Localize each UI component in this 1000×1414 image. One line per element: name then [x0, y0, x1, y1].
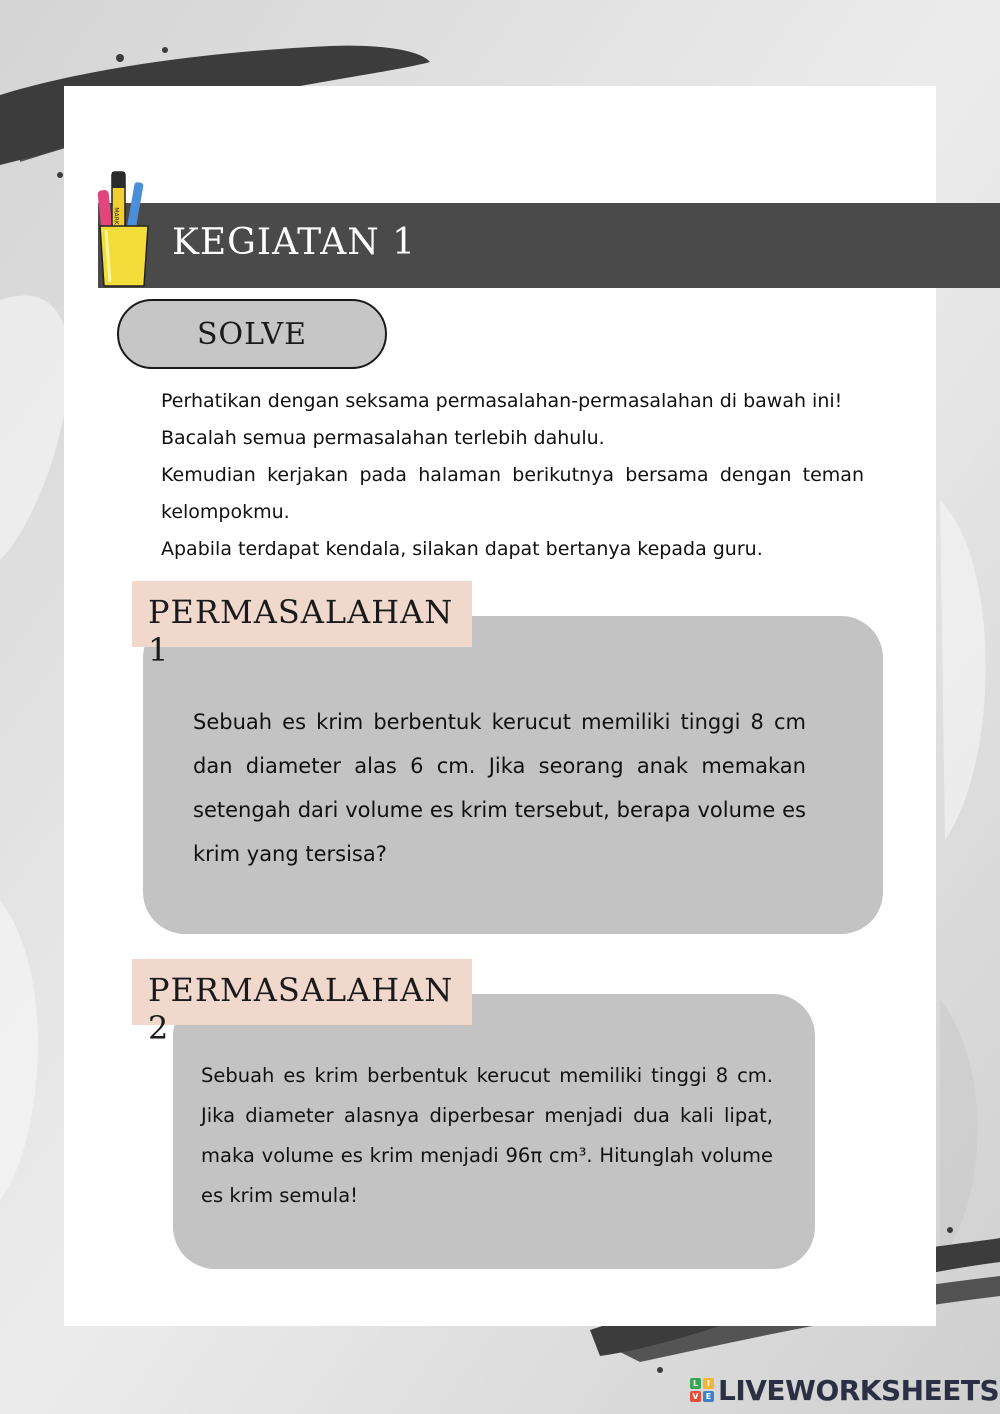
page-title: KEGIATAN 1 [172, 222, 417, 263]
instruction-line: Bacalah semua permasalahan terlebih dahulu. [161, 427, 605, 449]
solve-badge [117, 299, 387, 369]
pencil-cup-icon [96, 168, 156, 290]
problem-2-tag [132, 959, 472, 1047]
instruction-line: Perhatikan dengan seksama permasalahan-permasalahan di bawah ini! [161, 390, 843, 412]
problem-1-title: PERMASALAHAN 1 [148, 593, 454, 669]
logo-text: LIVEWORKSHEETS [718, 1373, 1000, 1407]
instructions [161, 383, 864, 568]
instruction-line: Apabila terdapat kendala, silakan dapat bertanya kepada guru. [161, 538, 763, 560]
instruction-line: Kemudian kerjakan pada halaman berikutnya bersama dengan teman kelompokmu. [161, 464, 864, 523]
solve-label: SOLVE [196, 317, 308, 352]
problem-2-text: Sebuah es krim berbentuk kerucut memiliki tinggi 8 cm. Jika diameter alasnya diperbesar menjadi dua kali lipat, maka volume es krim menjadi 96π cm³. Hitunglah volume es krim semula! [201, 1064, 773, 1207]
logo-grid-icon: L I V E [690, 1378, 714, 1402]
pencil-label: MARK [112, 207, 120, 225]
problem-1-tag [132, 581, 472, 669]
problem-1-text: Sebuah es krim berbentuk kerucut memiliki tinggi 8 cm dan diameter alas 6 cm. Jika seorang anak memakan setengah dari volume es krim tersebut, berapa volume es krim yang tersisa? [193, 710, 806, 866]
liveworksheets-logo [690, 1372, 999, 1408]
problem-2-title: PERMASALAHAN 2 [148, 971, 454, 1047]
